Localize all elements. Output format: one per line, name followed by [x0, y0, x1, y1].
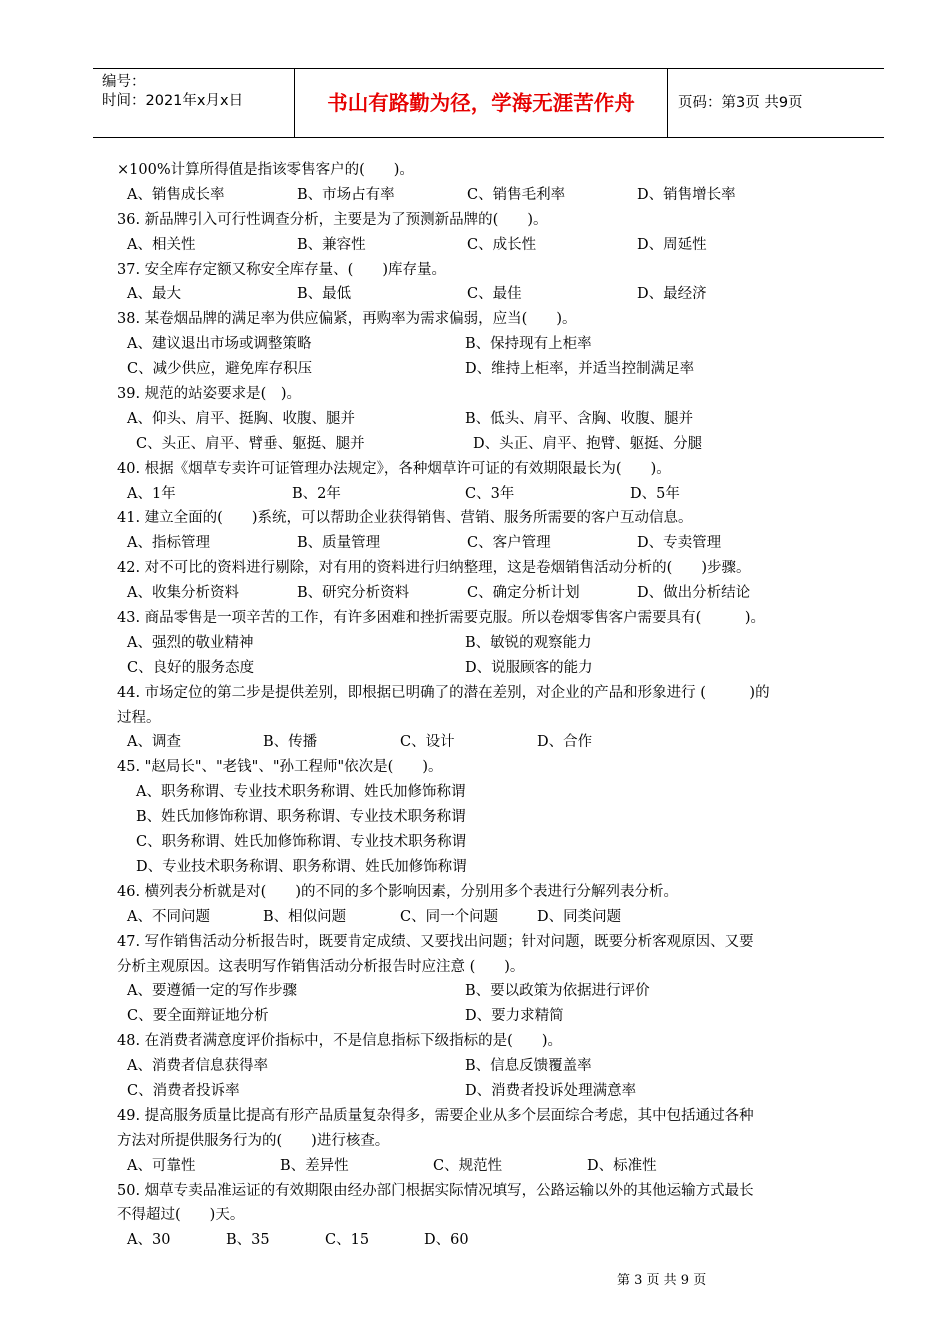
- option-row: [117, 631, 862, 656]
- option-row: [117, 830, 862, 855]
- text-line: ×100%计算所得值是指该零售客户的( )。: [117, 162, 414, 178]
- text-line: 36. 新品牌引入可行性调查分析，主要是为了预测新品牌的( )。: [117, 211, 548, 228]
- option-item: D、要力求精简: [465, 1008, 564, 1025]
- option-item: D、周延性: [637, 236, 707, 253]
- option-item: D、做出分析结论: [637, 585, 751, 602]
- option-item: B、质量管理: [297, 535, 381, 552]
- option-row: [117, 407, 862, 432]
- option-item: C、最佳: [467, 286, 522, 303]
- option-item: A、建议退出市场或调整策略: [127, 336, 312, 353]
- option-item: B、信息反馈覆盖率: [465, 1058, 592, 1075]
- option-row: [117, 531, 862, 556]
- option-item: B、最低: [297, 286, 352, 303]
- option-item: A、最大: [127, 286, 181, 303]
- option-item: A、要遵循一定的写作步骤: [127, 983, 297, 1000]
- option-item: A、不同问题: [127, 908, 210, 925]
- option-row: [117, 432, 862, 457]
- option-item: D、最经济: [637, 286, 707, 303]
- option-item: B、姓氏加修饰称谓、职务称谓、专业技术职务称谓: [136, 809, 466, 826]
- option-row: [117, 730, 862, 755]
- option-item: C、成长性: [467, 236, 537, 253]
- option-item: A、消费者信息获得率: [127, 1058, 268, 1075]
- option-item: B、要以政策为依据进行评价: [465, 983, 650, 1000]
- option-item: B、差异性: [280, 1157, 349, 1174]
- option-item: C、良好的服务态度: [127, 659, 255, 676]
- option-item: C、设计: [400, 734, 455, 751]
- option-item: D、销售增长率: [637, 186, 736, 203]
- option-item: A、30: [127, 1232, 171, 1249]
- option-row: [117, 780, 862, 805]
- option-item: D、头正、肩平、抱臂、躯挺、分腿: [473, 435, 703, 452]
- header-page-info: 页码：第3页 共9页: [678, 95, 803, 111]
- header-meta: [93, 69, 295, 137]
- page-header: [93, 68, 884, 138]
- option-item: B、传播: [263, 734, 318, 751]
- option-row: [117, 656, 862, 681]
- option-row: [117, 1054, 862, 1079]
- option-row: [117, 1079, 862, 1104]
- option-item: A、指标管理: [127, 535, 210, 552]
- option-item: B、敏锐的观察能力: [465, 634, 592, 651]
- option-item: D、专业技术职务称谓、职务称谓、姓氏加修饰称谓: [136, 858, 467, 875]
- option-item: D、说服顾客的能力: [465, 659, 593, 676]
- option-item: C、职务称谓、姓氏加修饰称谓、专业技术职务称谓: [136, 834, 467, 851]
- option-item: D、专卖管理: [637, 535, 722, 552]
- text-line: 37. 安全库存定额又称安全库存量、( )库存量。: [117, 261, 446, 278]
- text-line: 42. 对不可比的资料进行剔除，对有用的资料进行归纳整理，这是卷烟销售活动分析的( )步骤。: [117, 560, 751, 577]
- option-item: D、合作: [537, 734, 593, 751]
- text-line: 41. 建立全面的( )系统，可以帮助企业获得销售、营销、服务所需要的客户互动信息。: [117, 510, 693, 527]
- text-line: 不得超过( )天。: [117, 1207, 245, 1224]
- doc-time-label: 时间：2021年x月x日: [102, 93, 244, 109]
- text-line: 43. 商品零售是一项辛苦的工作，有许多困难和挫折需要克服。所以卷烟零售客户需要具有( )。: [117, 610, 765, 627]
- option-row: [117, 183, 862, 208]
- option-item: D、同类问题: [537, 908, 622, 925]
- text-line: 50. 烟草专卖品准运证的有效期限由经办部门根据实际情况填写，公路运输以外的其他运输方式最长: [117, 1182, 754, 1199]
- text-line: 46. 横列表分析就是对( )的不同的多个影响因素，分别用多个表进行分解列表分析。: [117, 883, 678, 900]
- option-item: D、维持上柜率，并适当控制满足率: [465, 361, 695, 378]
- option-item: D、消费者投诉处理满意率: [465, 1082, 637, 1099]
- option-item: C、销售毛利率: [467, 186, 566, 203]
- option-row: [117, 357, 862, 382]
- text-line: 45. "赵局长"、"老钱"、"孙工程师"依次是( )。: [117, 759, 443, 776]
- option-item: D、60: [424, 1232, 469, 1249]
- option-row: [117, 855, 862, 880]
- option-item: B、低头、肩平、含胸、收腹、腿并: [465, 410, 694, 427]
- option-item: C、要全面辩证地分析: [127, 1008, 269, 1025]
- text-line: 47. 写作销售活动分析报告时，既要肯定成绩、又要找出问题；针对问题，既要分析客观原因、又要: [117, 933, 754, 950]
- option-row: [117, 282, 862, 307]
- option-item: A、1年: [127, 485, 176, 502]
- option-row: [117, 482, 862, 507]
- option-item: C、减少供应，避免库存积压: [127, 361, 313, 378]
- option-item: C、规范性: [433, 1157, 503, 1174]
- option-item: C、15: [325, 1232, 370, 1249]
- option-item: C、客户管理: [467, 535, 551, 552]
- option-row: [117, 233, 862, 258]
- option-item: A、销售成长率: [127, 186, 225, 203]
- text-line: 44. 市场定位的第二步是提供差别，即根据已明确了的潜在差别，对企业的产品和形象进行 ( )的: [117, 684, 770, 701]
- option-item: C、头正、肩平、臂垂、躯挺、腿并: [136, 435, 365, 452]
- header-motto: 书山有路勤为径，学海无涯苦作舟: [295, 69, 668, 137]
- option-item: C、确定分析计划: [467, 585, 580, 602]
- option-item: D、5年: [630, 485, 680, 502]
- text-line: 方法对所提供服务行为的( )进行核查。: [117, 1132, 390, 1149]
- option-item: A、相关性: [127, 236, 196, 253]
- option-row: [117, 979, 862, 1004]
- text-line: 49. 提高服务质量比提高有形产品质量复杂得多，需要企业从多个层面综合考虑，其中包括通过各种: [117, 1107, 754, 1124]
- option-row: [117, 1228, 862, 1253]
- option-row: [117, 581, 862, 606]
- text-line: 39. 规范的站姿要求是( )。: [117, 386, 301, 403]
- text-line: 过程。: [117, 709, 161, 726]
- option-row: [117, 1004, 862, 1029]
- page-footer: 第 3 页 共 9 页: [617, 1273, 707, 1288]
- text-line: 38. 某卷烟品牌的满足率为供应偏紧，再购率为需求偏弱，应当( )。: [117, 311, 577, 328]
- option-item: B、35: [226, 1232, 270, 1249]
- text-line: 48. 在消费者满意度评价指标中，不是信息指标下级指标的是( )。: [117, 1033, 562, 1050]
- option-item: A、强烈的敬业精神: [127, 634, 254, 651]
- option-row: [117, 332, 862, 357]
- option-item: A、可靠性: [127, 1157, 196, 1174]
- question-body: [117, 158, 862, 1253]
- option-item: A、调查: [127, 734, 181, 751]
- option-item: B、研究分析资料: [297, 585, 410, 602]
- option-item: A、仰头、肩平、挺胸、收腹、腿并: [127, 410, 355, 427]
- doc-code-label: 编号：: [102, 74, 146, 90]
- text-line: 40. 根据《烟草专卖许可证管理办法规定》，各种烟草许可证的有效期限最长为( )。: [117, 460, 671, 477]
- option-item: C、同一个问题: [400, 908, 499, 925]
- option-item: C、消费者投诉率: [127, 1082, 240, 1099]
- option-item: C、3年: [465, 485, 515, 502]
- option-item: A、职务称谓、专业技术职务称谓、姓氏加修饰称谓: [136, 784, 466, 801]
- option-item: B、相似问题: [263, 908, 347, 925]
- option-item: B、兼容性: [297, 236, 366, 253]
- option-item: B、市场占有率: [297, 186, 395, 203]
- option-row: [117, 1154, 862, 1179]
- option-item: B、2年: [292, 485, 341, 502]
- option-item: D、标准性: [587, 1157, 657, 1174]
- option-row: [117, 805, 862, 830]
- text-line: 分析主观原因。这表明写作销售活动分析报告时应注意 ( )。: [117, 958, 525, 975]
- option-row: [117, 905, 862, 930]
- option-item: A、收集分析资料: [127, 585, 239, 602]
- option-item: B、保持现有上柜率: [465, 336, 592, 353]
